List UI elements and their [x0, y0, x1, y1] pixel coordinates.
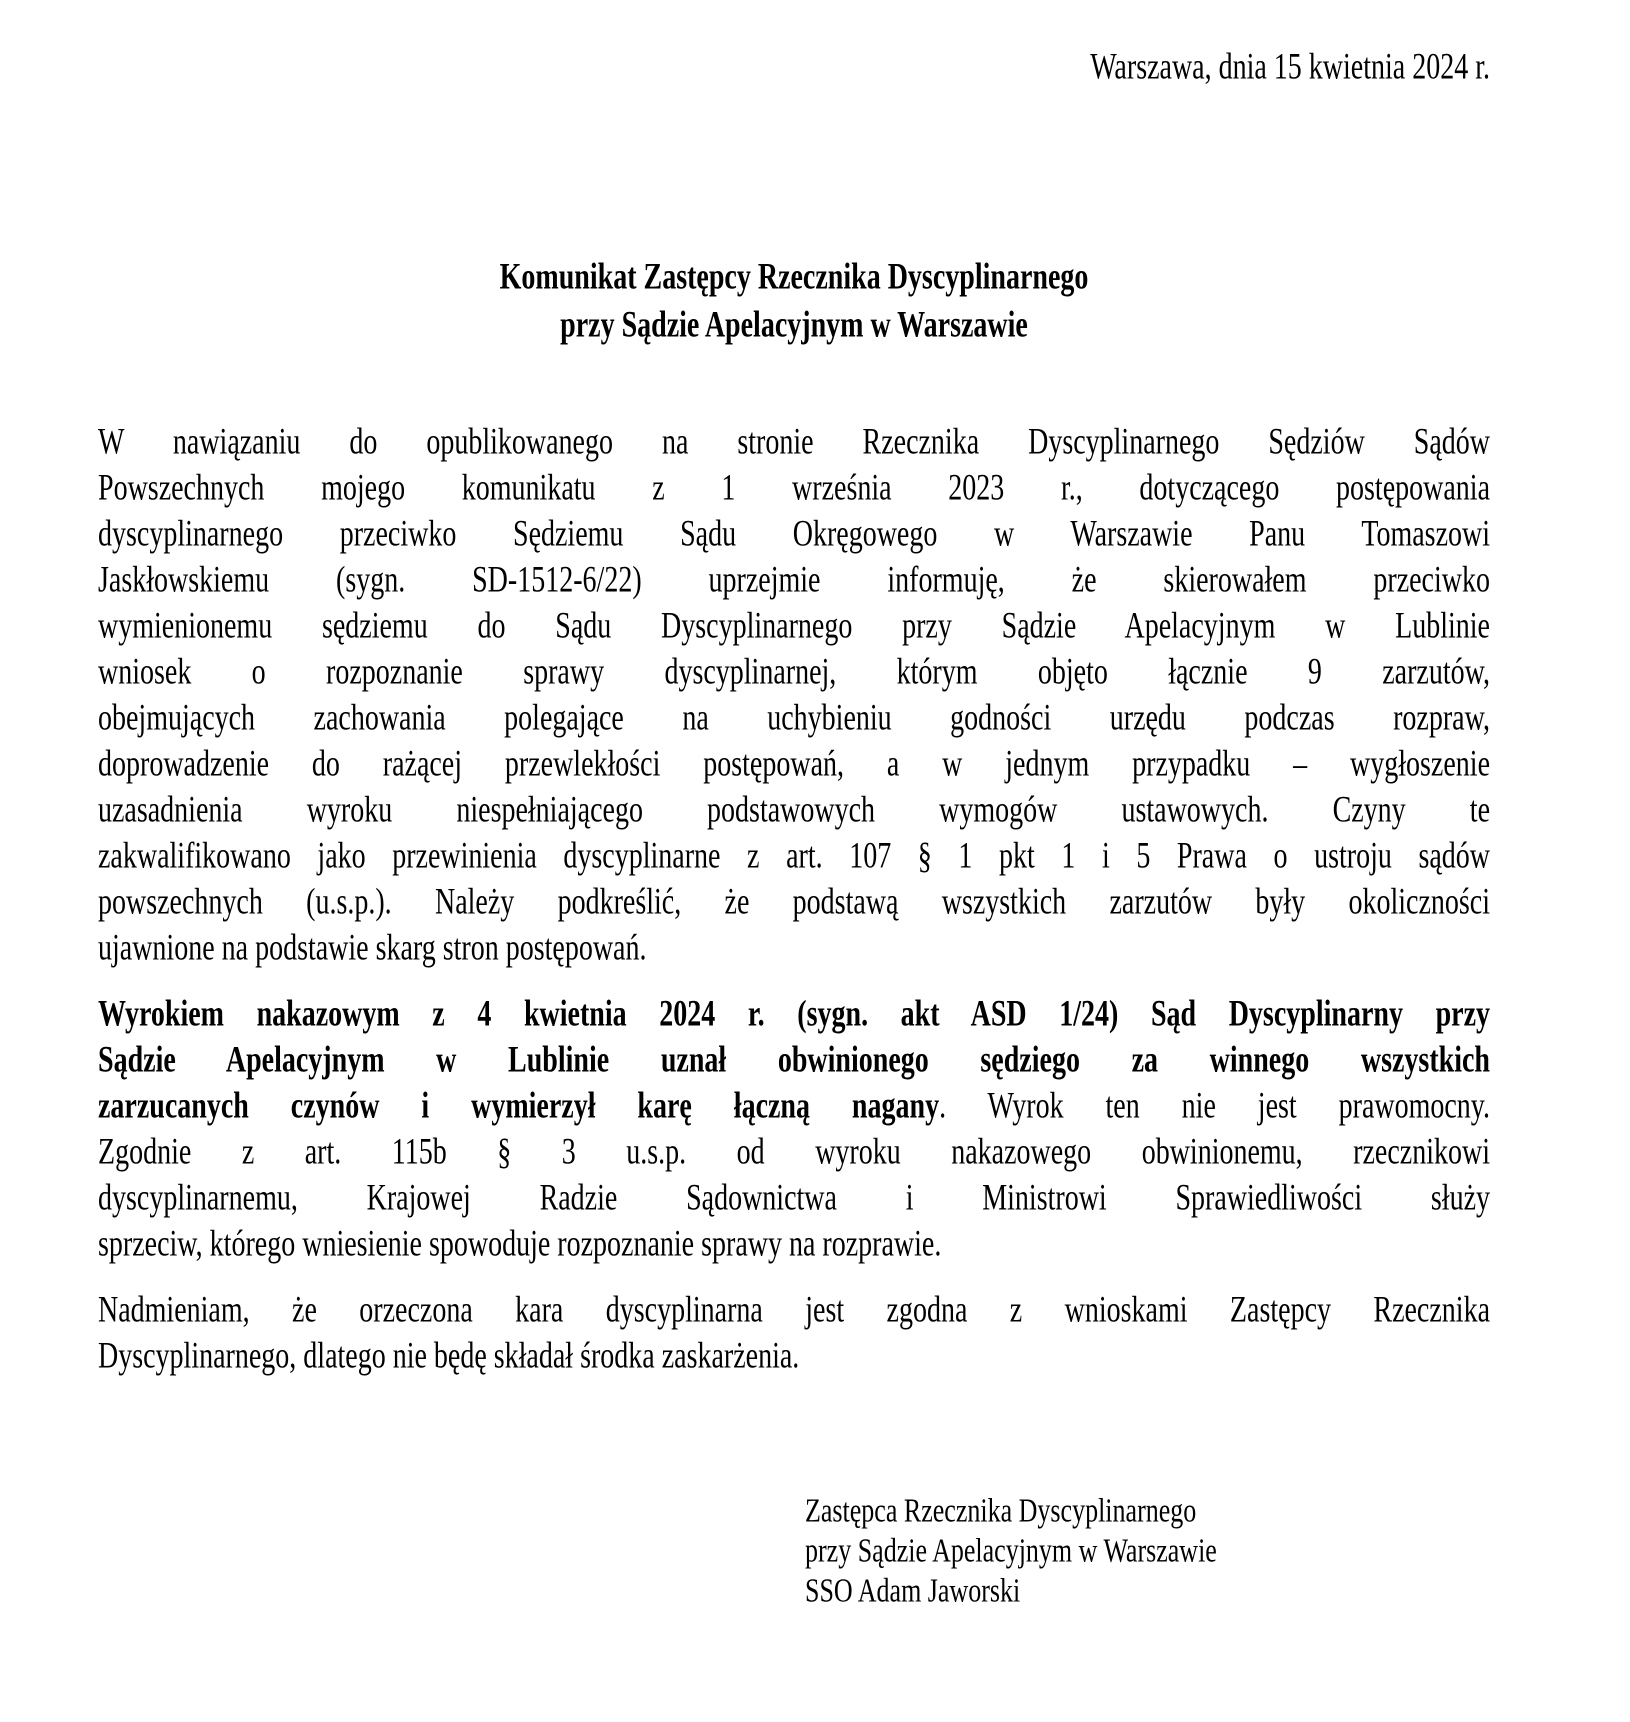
paragraph-intro [98, 420, 1490, 972]
text-segment: dyscyplinarnemu, Krajowej Radzie Sądownictwa i Ministrowi Sprawiedliwości służy [98, 1177, 1490, 1219]
paragraph-closing [98, 1288, 1490, 1380]
text-segment: wymienionemu sędziemu do Sądu Dyscyplinarnego przy Sądzie Apelacyjnym w Lublinie [98, 605, 1490, 647]
text-segment: W nawiązaniu do opublikowanego na stronie Rzecznika Dyscyplinarnego Sędziów Sądów [98, 421, 1490, 463]
title-line-2: przy Sądzie Apelacyjnym w Warszawie [560, 304, 1028, 346]
text-segment: powszechnych (u.s.p.). Należy podkreślić, że podstawą wszystkich zarzutów były okoliczności [98, 881, 1490, 923]
signature-court-line: przy Sądzie Apelacyjnym w Warszawie [805, 1531, 1217, 1570]
date-line: Warszawa, dnia 15 kwietnia 2024 r. [1090, 46, 1490, 88]
bold-text-segment: zarzucanych czynów i wymierzył karę łączną nagany [98, 1085, 940, 1127]
text-segment: zakwalifikowano jako przewinienia dyscyplinarne z art. 107 § 1 pkt 1 i 5 Prawa o ustroju sądów [98, 835, 1490, 877]
text-segment: wniosek o rozpoznanie sprawy dyscyplinarnej, którym objęto łącznie 9 zarzutów, [98, 651, 1490, 693]
text-segment: sprzeciw, którego wniesienie spowoduje rozpoznanie sprawy na rozprawie. [98, 1223, 942, 1265]
text-segment: ujawnione na podstawie skarg stron postępowań. [98, 927, 647, 969]
text-line [98, 1214, 1490, 1275]
text-segment: Nadmieniam, że orzeczona kara dyscyplinarna jest zgodna z wnioskami Zastępcy Rzecznika [98, 1289, 1490, 1331]
document-title [98, 254, 1490, 350]
document-body [98, 420, 1490, 1380]
paragraph-verdict [98, 992, 1490, 1268]
bold-text-segment: Wyrokiem nakazowym z 4 kwietnia 2024 r. (sygn. akt ASD 1/24) Sąd Dyscyplinarny przy [98, 993, 1490, 1035]
text-line [98, 1326, 1490, 1387]
text-line [98, 918, 1490, 979]
text-segment: . Wyrok ten nie jest prawomocny. [939, 1085, 1490, 1127]
text-segment: Jaskłowskiemu (sygn. SD-1512-6/22) uprzejmie informuję, że skierowałem przeciwko [98, 559, 1490, 601]
text-segment: doprowadzenie do rażącej przewlekłości postępowań, a w jednym przypadku – wygłoszenie [98, 743, 1490, 785]
text-segment: Powszechnych mojego komunikatu z 1 września 2023 r., dotyczącego postępowania [98, 467, 1490, 509]
text-segment: Dyscyplinarnego, dlatego nie będę składał środka zaskarżenia. [98, 1335, 800, 1377]
signature-block [805, 1491, 1490, 1611]
signature-name-line: SSO Adam Jaworski [805, 1571, 1021, 1610]
bold-text-segment: Sądzie Apelacyjnym w Lublinie uznał obwinionego sędziego za winnego wszystkich [98, 1039, 1490, 1081]
title-line-1: Komunikat Zastępcy Rzecznika Dyscyplinarnego [499, 256, 1089, 298]
text-segment: Zgodnie z art. 115b § 3 u.s.p. od wyroku nakazowego obwinionemu, rzecznikowi [98, 1131, 1490, 1173]
signature-role-line: Zastępca Rzecznika Dyscyplinarnego [805, 1491, 1197, 1530]
text-segment: obejmujących zachowania polegające na uchybieniu godności urzędu podczas rozpraw, [98, 697, 1490, 739]
text-segment: uzasadnienia wyroku niespełniającego podstawowych wymogów ustawowych. Czyny te [98, 789, 1490, 831]
text-segment: dyscyplinarnego przeciwko Sędziemu Sądu Okręgowego w Warszawie Panu Tomaszowi [98, 513, 1490, 555]
